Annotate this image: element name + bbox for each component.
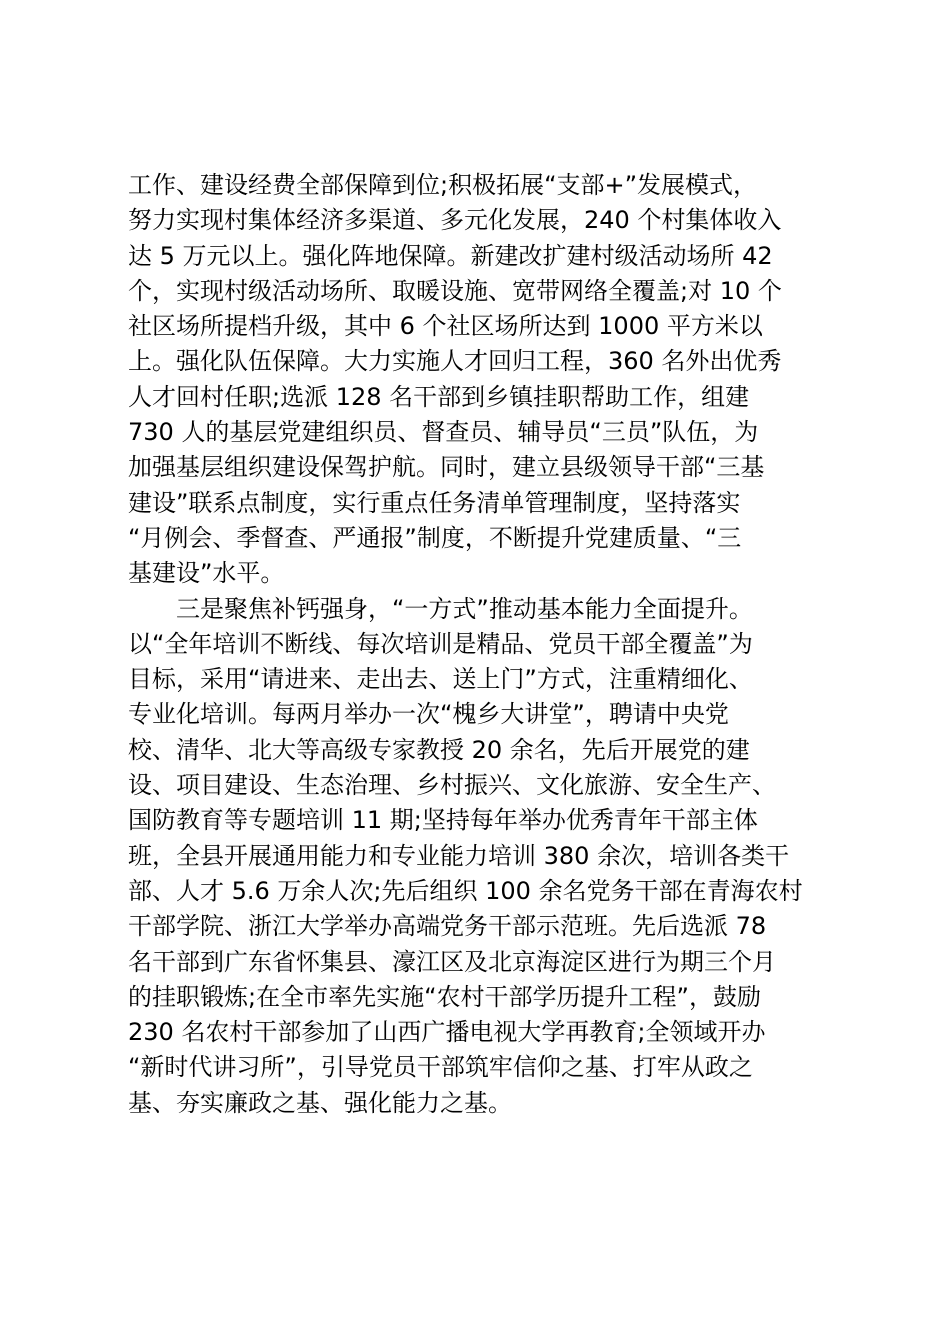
text-line: 人才回村任职;选派 128 名干部到乡镇挂职帮助工作，组建 bbox=[128, 382, 750, 411]
text-line: 设、项目建设、生态治理、乡村振兴、文化旅游、安全生产、 bbox=[128, 771, 776, 800]
text-line: 的挂职锻炼;在全市率先实施“农村干部学历提升工程”，鼓励 bbox=[128, 982, 761, 1011]
text-line: 三是聚焦补钙强身，“一方式”推动基本能力全面提升。 bbox=[176, 594, 753, 623]
text-line: 建设”联系点制度，实行重点任务清单管理制度，坚持落实 bbox=[128, 488, 741, 517]
text-line: 基、夯实廉政之基、强化能力之基。 bbox=[128, 1088, 512, 1117]
text-line: 社区场所提档升级，其中 6 个社区场所达到 1000 平方米以 bbox=[128, 312, 763, 341]
text-line: 班，全县开展通用能力和专业能力培训 380 余次，培训各类干 bbox=[128, 841, 790, 870]
text-line: 达 5 万元以上。强化阵地保障。新建改扩建村级活动场所 42 bbox=[128, 241, 773, 270]
text-line: 专业化培训。每两月举办一次“槐乡大讲堂”，聘请中央党 bbox=[128, 700, 729, 729]
text-line: 目标，采用“请进来、走出去、送上门”方式，注重精细化、 bbox=[128, 665, 753, 694]
paragraph-1 bbox=[128, 168, 838, 592]
text-line: “月例会、季督查、严通报”制度，不断提升党建质量、“三 bbox=[128, 523, 742, 552]
paragraph-2 bbox=[128, 592, 838, 1121]
text-line: 基建设”水平。 bbox=[128, 559, 285, 588]
text-line: 730 人的基层党建组织员、督查员、辅导员“三员”队伍，为 bbox=[128, 418, 759, 447]
text-line: 上。强化队伍保障。大力实施人才回归工程，360 名外出优秀 bbox=[128, 347, 782, 376]
body-text bbox=[128, 168, 838, 1121]
text-line: 以“全年培训不断线、每次培训是精品、党员干部全覆盖”为 bbox=[128, 629, 753, 658]
text-line: 加强基层组织建设保驾护航。同时，建立县级领导干部“三基 bbox=[128, 453, 765, 482]
text-line: 230 名农村干部参加了山西广播电视大学再教育;全领域开办 bbox=[128, 1018, 766, 1047]
text-line: 工作、建设经费全部保障到位;积极拓展“支部+”发展模式， bbox=[128, 171, 758, 199]
text-line: 校、清华、北大等高级专家教授 20 余名，先后开展党的建 bbox=[128, 735, 750, 764]
text-line: 部、人才 5.6 万余人次;先后组织 100 余名党务干部在青海农村 bbox=[128, 876, 803, 905]
text-line: 干部学院、浙江大学举办高端党务干部示范班。先后选派 78 bbox=[128, 912, 767, 941]
text-line: 国防教育等专题培训 11 期;坚持每年举办优秀青年干部主体 bbox=[128, 806, 758, 835]
text-line: 名干部到广东省怀集县、濠江区及北京海淀区进行为期三个月 bbox=[128, 947, 776, 976]
text-line: 努力实现村集体经济多渠道、多元化发展，240 个村集体收入 bbox=[128, 206, 782, 235]
text-line: “新时代讲习所”，引导党员干部筑牢信仰之基、打牢从政之 bbox=[128, 1053, 753, 1082]
text-line: 个，实现村级活动场所、取暖设施、宽带网络全覆盖;对 10 个 bbox=[128, 276, 782, 305]
